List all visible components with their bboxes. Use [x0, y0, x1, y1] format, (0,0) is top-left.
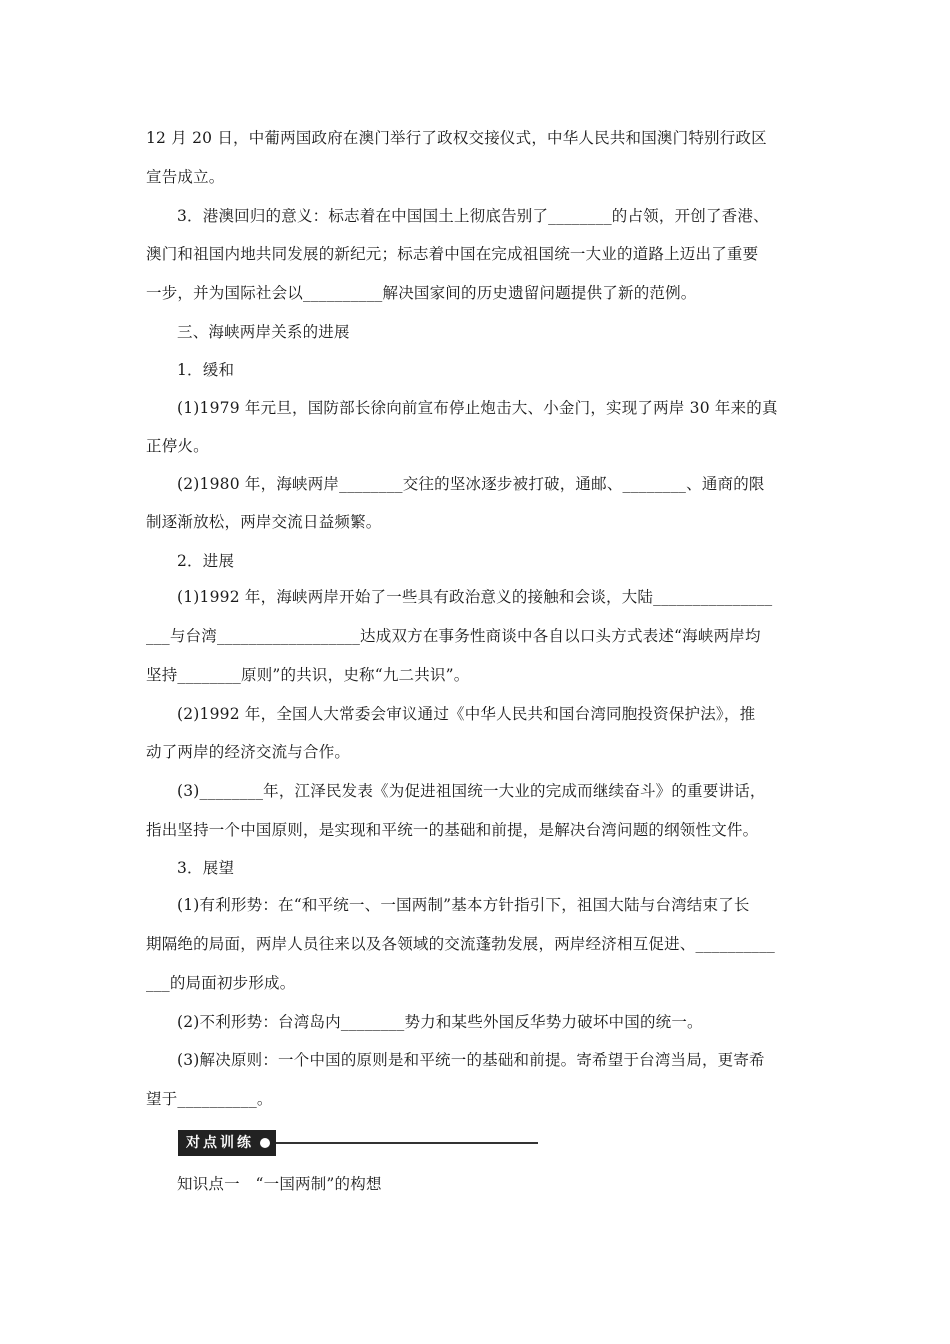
- text-line: 坚持________原则”的共识，史称“九二共识”。: [146, 666, 470, 684]
- circle-bullet-icon: [260, 1138, 270, 1148]
- text-line: (3)解决原则：一个中国的原则是和平统一的基础和前提。寄希望于台湾当局，更寄希: [177, 1051, 765, 1069]
- text-line: (2)不利形势：台湾岛内________势力和某些外国反华势力破坏中国的统一。: [177, 1013, 703, 1031]
- divider-line: [276, 1142, 538, 1144]
- text-line: 动了两岸的经济交流与合作。: [146, 743, 351, 761]
- knowledge-point-heading: 知识点一 “一国两制”的构想: [177, 1175, 382, 1193]
- subheading: 2．进展: [177, 552, 235, 570]
- text-line: 正停火。: [146, 437, 209, 455]
- text-line: ___的局面初步形成。: [146, 974, 296, 992]
- text-line: (1)1979 年元旦，国防部长徐向前宣布停止炮击大、小金门，实现了两岸 30 年来的真: [177, 399, 778, 417]
- text-line: (1)有利形势：在“和平统一、一国两制”基本方针指引下，祖国大陆与台湾结束了长: [177, 896, 750, 914]
- section-label: [178, 1130, 276, 1156]
- text-line: 望于__________。: [146, 1090, 273, 1108]
- text-line: 指出坚持一个中国原则，是实现和平统一的基础和前提，是解决台湾问题的纲领性文件。: [146, 821, 759, 839]
- text-line: (2)1992 年，全国人大常委会审议通过《中华人民共和国台湾同胞投资保护法》，推: [177, 705, 756, 723]
- text-line: 澳门和祖国内地共同发展的新纪元；标志着中国在完成祖国统一大业的道路上迈出了重要: [146, 245, 759, 263]
- text-line: 期隔绝的局面，两岸人员往来以及各领域的交流蓬勃发展，两岸经济相互促进、__________: [146, 935, 776, 953]
- text-line: 制逐渐放松，两岸交流日益频繁。: [146, 513, 382, 531]
- text-line: 12 月 20 日，中葡两国政府在澳门举行了政权交接仪式，中华人民共和国澳门特别行政区: [146, 129, 767, 147]
- subheading: 1．缓和: [177, 361, 235, 379]
- text-line: 一步，并为国际社会以__________解决国家间的历史遗留问题提供了新的范例。: [146, 284, 697, 302]
- text-line: (2)1980 年，海峡两岸________交往的坚冰逐步被打破，通邮、________、通商的限: [177, 475, 765, 493]
- section-title: 对点训练: [186, 1135, 254, 1151]
- text-line: (3)________年，江泽民发表《为促进祖国统一大业的完成而继续奋斗》的重要讲话，: [177, 782, 766, 800]
- text-line: 3．港澳回归的意义：标志着在中国国土上彻底告别了________的占领，开创了香港、: [177, 207, 769, 225]
- text-line: ___与台湾__________________达成双方在事务性商谈中各自以口头方式表述“海峡两岸均: [146, 627, 761, 645]
- subheading: 3．展望: [177, 859, 235, 877]
- text-line: 宣告成立。: [146, 168, 225, 186]
- section-heading: 三、海峡两岸关系的进展: [177, 323, 350, 341]
- section-banner: [178, 1130, 538, 1156]
- text-line: (1)1992 年，海峡两岸开始了一些具有政治意义的接触和会谈，大陆_______________: [177, 588, 773, 606]
